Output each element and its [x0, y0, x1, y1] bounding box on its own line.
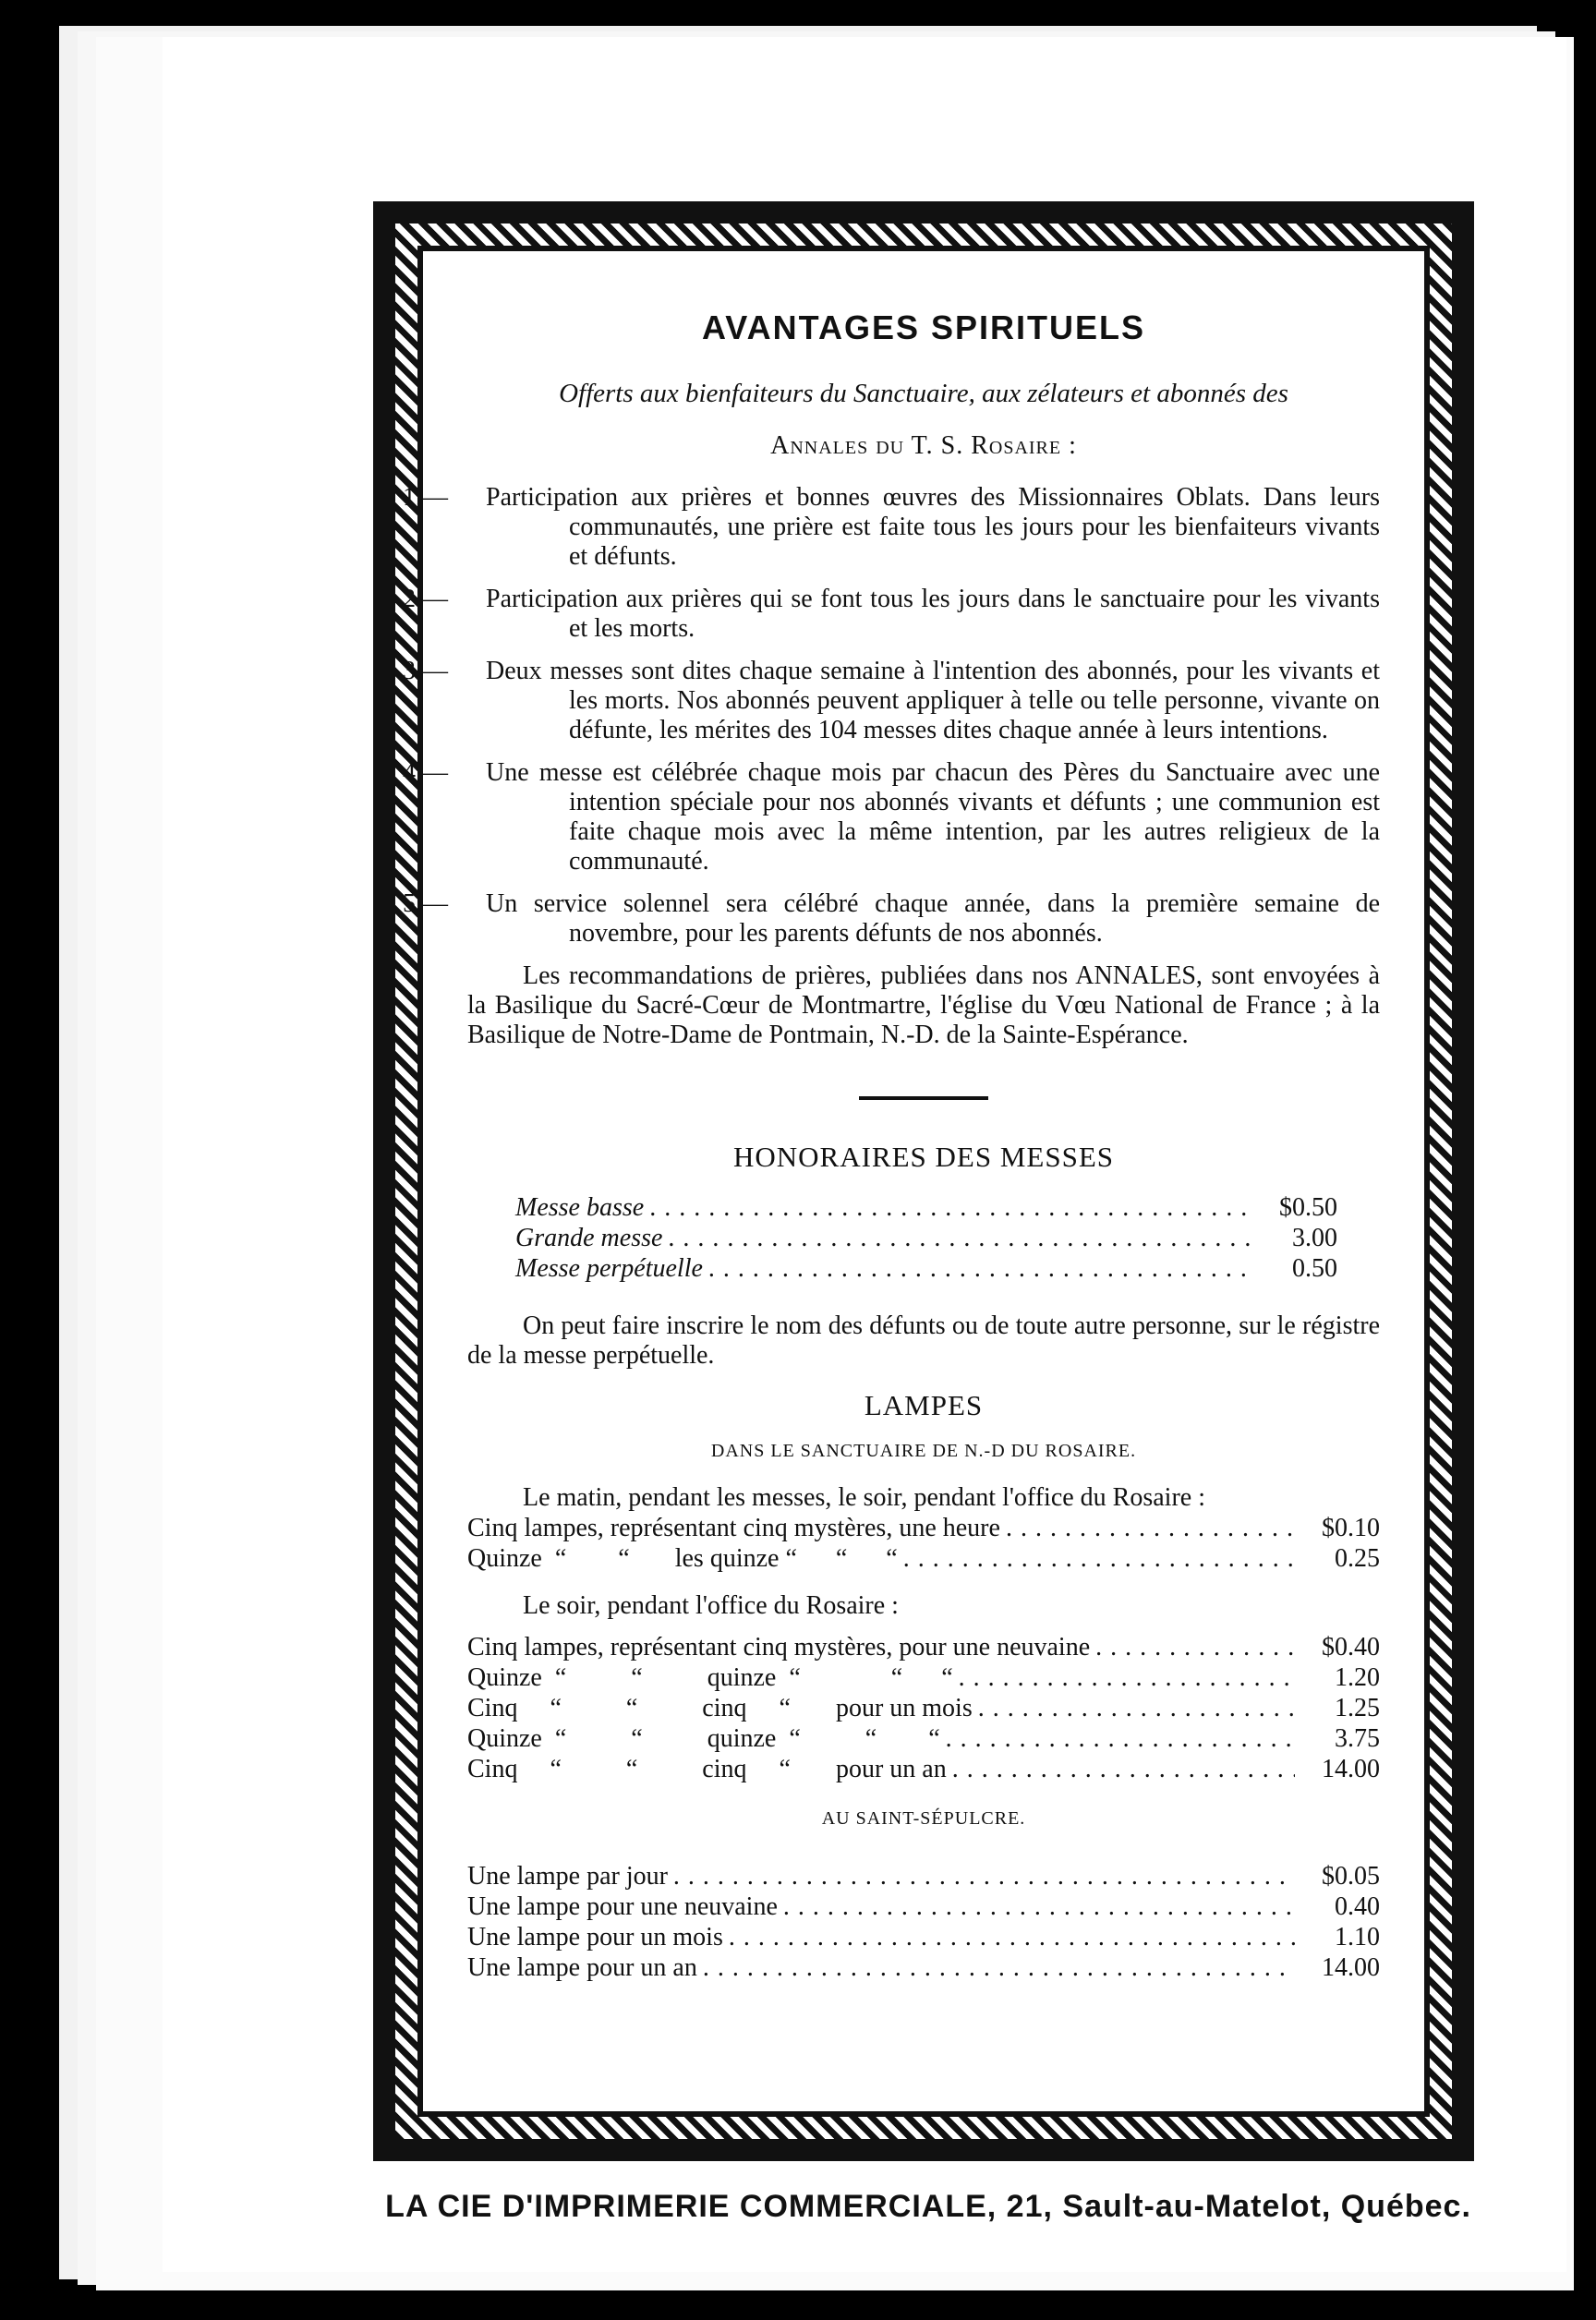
- lampes-heading: LAMPES: [864, 1389, 984, 1421]
- price-row: Messe perpétuelle . . . 0.50: [515, 1253, 1337, 1284]
- evening-lamp-list: [467, 1632, 1380, 1784]
- list-item: 1.— Participation aux prières et bonnes œuvres des Missionnaires Oblats. Dans leurs communautés, une prière est faite tous les jours pour les bienfaiteurs vivants et défunts.: [403, 483, 1380, 571]
- list-item: 3.— Deux messes sont dites chaque semaine à l'intention des abonnés, pour les vivants et les morts. Nos abonnés peuvent appliquer à telle ou telle personne, vivante on défunte, les mérites des 104 messes dites chaque année à leurs intentions.: [403, 657, 1380, 744]
- price-row: Messe basse . . . $0.50: [515, 1192, 1337, 1223]
- lampes-subheading: DANS LE SANCTUAIRE DE N.-D DU ROSAIRE.: [710, 1441, 1137, 1461]
- printer-footer: LA CIE D'IMPRIMERIE COMMERCIALE, 21, Sault-au-Matelot, Québec.: [385, 2189, 1471, 2224]
- divider: [859, 1096, 988, 1100]
- page-title: AVANTAGES SPIRITUELS: [701, 308, 1146, 346]
- list-item: 4.— Une messe est célébrée chaque mois par chacun des Pères du Sanctuaire avec une intention spéciale pour nos abonnés vivants et défunts ; une communion est faite chaque mois avec la même intention, par les autres religieux de la communauté.: [403, 758, 1380, 876]
- list-item: 5.— Un service solennel sera célébré chaque année, dans la première semaine de novembre, pour les parents défunts de nos abonnés.: [403, 889, 1380, 948]
- subtitle: Offerts aux bienfaiteurs du Sanctuaire, aux zélateurs et abonnés des: [559, 379, 1288, 408]
- price-row: Cinq lampes, représentant cinq mystères, pour une neuvaine . . . $0.40: [467, 1632, 1380, 1662]
- price-row: Une lampe pour une neuvaine . . . 0.40: [467, 1891, 1380, 1922]
- sepulcre-heading: AU SAINT-SÉPULCRE.: [821, 1808, 1026, 1829]
- morning-intro: Le matin, pendant les messes, le soir, pendant l'office du Rosaire :: [523, 1483, 1205, 1512]
- content-panel: [403, 246, 1430, 2117]
- price-row: Une lampe pour un an . . . 14.00: [467, 1952, 1380, 1983]
- recommendations-paragraph: Les recommandations de prières, publiées dans nos ANNALES, sont envoyées à la Basilique du Sacré-Cœur de Montmartre, l'église du Vœu National de France ; à la Basilique de Notre-Dame de Pontmain, N.-D. de la Sainte-Espérance.: [467, 961, 1380, 1049]
- price-row: Cinq “ “ cinq “ pour un an . . . 14.00: [467, 1754, 1380, 1784]
- evening-intro: Le soir, pendant l'office du Rosaire :: [523, 1591, 899, 1620]
- honoraires-list: [515, 1192, 1337, 1284]
- sepulcre-list: [467, 1861, 1380, 1983]
- price-row: Grande messe . . . 3.00: [515, 1223, 1337, 1253]
- price-row: Quinze “ “ les quinze “ “ “ . . . 0.25: [467, 1543, 1380, 1574]
- list-item: 2.— Participation aux prières qui se font tous les jours dans le sanctuaire pour les vivants et les morts.: [403, 585, 1380, 643]
- price-row: Cinq “ “ cinq “ pour un mois . . . 1.25: [467, 1693, 1380, 1723]
- honoraires-heading: HONORAIRES DES MESSES: [732, 1141, 1114, 1173]
- morning-lamp-list: [467, 1513, 1380, 1574]
- price-row: Une lampe pour un mois . . . 1.10: [467, 1922, 1380, 1952]
- price-row: Une lampe par jour . . . $0.05: [467, 1861, 1380, 1891]
- honoraires-note: On peut faire inscrire le nom des défunts ou de toute autre personne, sur le régistre de la messe perpétuelle.: [467, 1311, 1380, 1370]
- price-row: Quinze “ “ quinze “ “ “ . . . 1.20: [467, 1662, 1380, 1693]
- annales-heading: Annales du T. S. Rosaire :: [770, 431, 1077, 460]
- decorative-border: [373, 201, 1474, 2161]
- price-row: Quinze “ “ quinze “ “ “ . . . 3.75: [467, 1723, 1380, 1754]
- price-row: Cinq lampes, représentant cinq mystères, une heure . . . $0.10: [467, 1513, 1380, 1543]
